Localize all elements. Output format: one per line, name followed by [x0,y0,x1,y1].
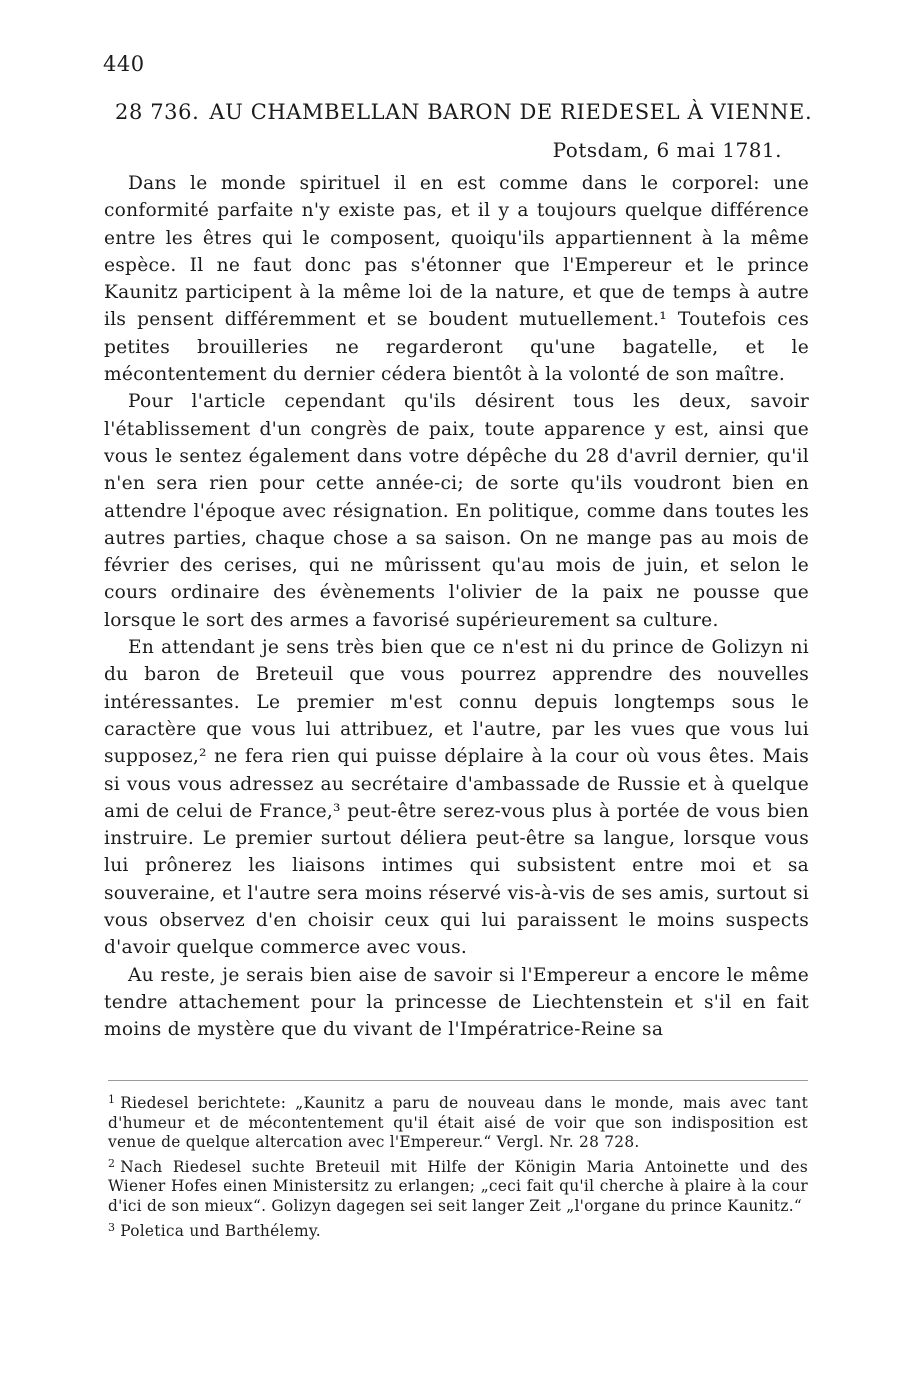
body-paragraph: En attendant je sens très bien que ce n'est ni du prince de Golizyn ni du baron de Breteuil que vous pourrez apprendre des nouvelles intéressantes. Le premier m'est connu depuis longtemps sous le caractère que vous lui attribuez, et l'autre, par les vues que vous lui supposez,² ne fera rien qui puisse déplaire à la cour où vous êtes. Mais si vous vous adressez au secrétaire d'ambassade de Russie et à quelque ami de celui de France,³ peut-être serez-vous plus à portée de vous bien instruire. Le premier surtout déliera peut-être sa langue, lorsque vous lui prônerez les liaisons intimes qui subsistent entre moi et sa souveraine, et l'autre sera moins réservé vis-à-vis de ses amis, surtout si vous observez d'en choisir ceux qui lui paraissent le moins suspects d'avoir quelque commerce avec vous. [104,637,809,959]
footnote-text: Nach Riedesel suchte Breteuil mit Hilfe der Königin Maria Antoinette und des Wiener Hofes einen Ministersitz zu erlangen; „ceci fait qu'il cherche à plaire à la cour d'ici de son mieux“. Golizyn dagegen sei seit langer Zeit „l'organe du prince Kaunitz.“ [108,1157,808,1215]
footnote-text: Riedesel berichtete: „Kaunitz a paru de nouveau dans le monde, mais avec tant d'humeur et de mécontentement qu'il était aisé de voir que son indisposition est venue de quelque altercation avec l'Empereur.“ Vergl. Nr. 28 728. [108,1094,808,1152]
letter-number: 28 736. [115,100,200,124]
footnotes [108,1090,808,1242]
letter-heading [115,100,812,124]
body-paragraph: Pour l'article cependant qu'ils désirent tous les deux, savoir l'établissement d'un congrès de paix, toute apparence y est, ainsi que vous le sentez également dans votre dépêche du 28 d'avril dernier, qu'il n'en sera rien pour cette année-ci; de sorte qu'ils voudront bien en attendre l'époque avec résignation. En politique, comme dans toutes les autres parties, chaque chose a sa saison. On ne mange pas au mois de février des cerises, qui ne mûrissent qu'au mois de juin, et selon le cours ordinaire des évènements l'olivier de la paix ne pousse que lorsque le sort des armes a favorisé supérieurement sa culture. [104,391,809,631]
footnote [108,1218,808,1242]
letter-body [104,170,809,1044]
letter-dateline: Potsdam, 6 mai 1781. [552,138,782,162]
footnote-mark: 3 [108,1220,116,1234]
footnote-text: Poletica und Barthélemy. [120,1221,321,1240]
page-number: 440 [103,52,145,76]
letter-recipient: AU CHAMBELLAN BARON DE RIEDESEL À VIENNE. [209,100,813,124]
body-paragraph: Au reste, je serais bien aise de savoir si l'Empereur a encore le même tendre attachement pour la princesse de Liechtenstein et s'il en fait moins de mystère que du vivant de l'Impératrice-Reine sa [104,964,809,1041]
footnote-mark: 2 [108,1156,116,1170]
footnote [108,1090,808,1153]
body-paragraph: Dans le monde spirituel il en est comme dans le corporel: une conformité parfaite n'y existe pas, et il y a toujours quelque différence entre les êtres qui le composent, quoiqu'ils appartiennent à la même espèce. Il ne faut donc pas s'étonner que l'Empereur et le prince Kaunitz participent à la même loi de la nature, et que de temps à autre ils pensent différemment et se boudent mutuellement.¹ Toutefois ces petites brouilleries ne regarderont qu'une bagatelle, et le mécontentement du dernier cédera bientôt à la volonté de son maître. [104,173,809,386]
footnote [108,1154,808,1217]
footnote-divider [108,1080,808,1081]
footnote-mark: 1 [108,1093,116,1106]
